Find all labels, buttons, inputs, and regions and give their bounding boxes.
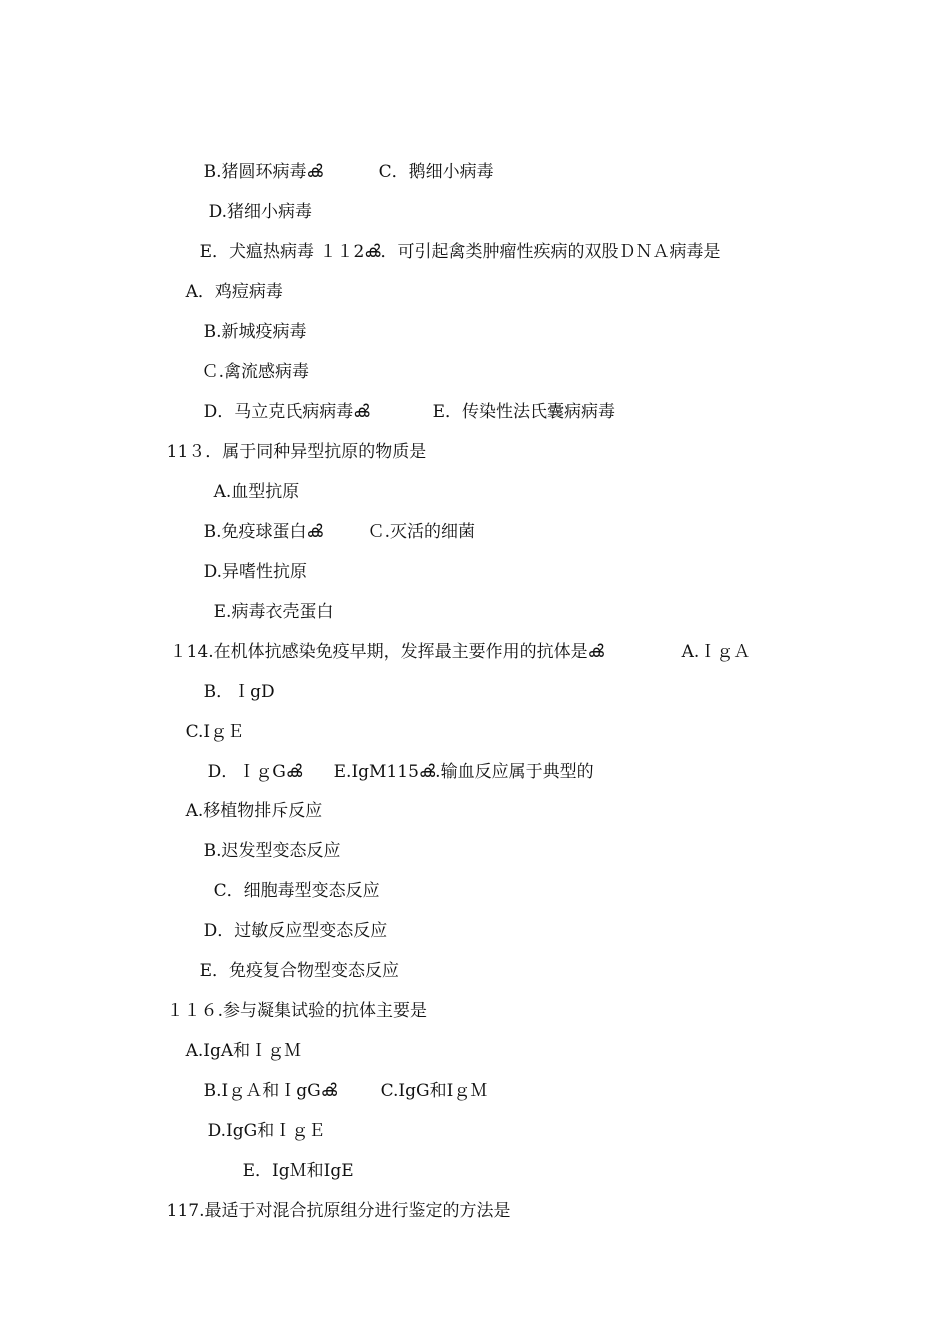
option-c: Ｃ.禽流感病毒 <box>201 362 310 382</box>
option-d: D．过敏反应型变态反应 <box>203 921 388 941</box>
option-line <box>182 379 616 422</box>
option-line <box>192 579 334 622</box>
option-line <box>182 139 494 182</box>
option-d: D.IgG和ＩｇＥ <box>207 1121 326 1141</box>
option-line <box>164 1018 302 1061</box>
option-a: A.IgA和ＩｇＭ <box>185 1041 302 1061</box>
option-a: A.ＩｇＡ <box>681 642 751 662</box>
option-line <box>182 539 308 582</box>
option-line <box>178 938 400 981</box>
option-d: D.异嗜性抗原 <box>203 562 308 582</box>
option-a: A.血型抗原 <box>213 482 300 502</box>
option-line <box>182 299 307 342</box>
option-a: A.移植物排斥反应 <box>185 801 323 821</box>
question-114: １14.在机体抗感染免疫早期，发挥最主要作用的抗体是ൿ <box>169 642 604 662</box>
option-b: B.猪圆环病毒ൿ <box>203 162 323 182</box>
option-e: E.病毒衣壳蛋白 <box>213 602 334 622</box>
option-e-and-question-115: E.IgM115ൿ.输血反应属于典型的 <box>333 762 594 782</box>
option-line <box>192 858 380 901</box>
option-e: E．IgＭ和IgE <box>242 1161 354 1181</box>
option-line <box>186 1098 326 1141</box>
question-line <box>145 1178 511 1221</box>
option-b: B.迟发型变态反应 <box>203 841 341 861</box>
option-d: D．马立克氏病病毒ൿ <box>203 402 370 422</box>
option-b: B.新城疫病毒 <box>203 322 307 342</box>
option-line <box>182 1058 488 1101</box>
option-b: B．ＩgD <box>203 682 275 702</box>
question-113: 11３．属于同种异型抗原的物质是 <box>166 442 427 462</box>
question-117: 117.最适于对混合抗原组分进行鉴定的方法是 <box>166 1201 511 1221</box>
option-e: E．传染性法氏囊病病毒 <box>432 402 616 422</box>
option-line <box>187 179 313 222</box>
option-c: C．鹅细小病毒 <box>378 162 494 182</box>
option-line <box>182 898 388 941</box>
question-line <box>145 978 428 1021</box>
option-line <box>164 259 283 302</box>
option-d: D.猪细小病毒 <box>208 202 313 222</box>
option-c: C．细胞毒型变态反应 <box>213 881 380 901</box>
option-e: E．免疫复合物型变态反应 <box>199 961 400 981</box>
option-b: B.免疫球蛋白ൿ <box>203 522 323 542</box>
option-a: A．鸡痘病毒 <box>185 282 283 302</box>
option-line <box>164 778 323 821</box>
option-line <box>192 459 300 502</box>
option-e-and-question-112: E．犬瘟热病毒 １１2ൿ．可引起禽类肿瘤性疾病的双股ＤＮＡ病毒是 <box>199 242 721 262</box>
option-line <box>221 1138 354 1181</box>
option-line <box>180 339 310 382</box>
question-116: １１６.参与凝集试验的抗体主要是 <box>166 1001 428 1021</box>
question-line <box>145 419 427 462</box>
question-line <box>148 619 751 662</box>
option-d: D．ＩｇGൿ <box>207 762 303 782</box>
option-c: C.IgG和IｇＭ <box>380 1081 488 1101</box>
option-line <box>164 699 245 742</box>
option-c: C.IｇＥ <box>185 722 245 742</box>
option-line <box>182 499 476 542</box>
option-b: B.IｇＡ和ＩgGൿ <box>203 1081 337 1101</box>
option-line <box>186 739 594 782</box>
option-line <box>182 659 275 702</box>
option-line <box>182 818 341 861</box>
option-line <box>178 219 721 262</box>
option-c: Ｃ.灭活的细菌 <box>367 522 476 542</box>
